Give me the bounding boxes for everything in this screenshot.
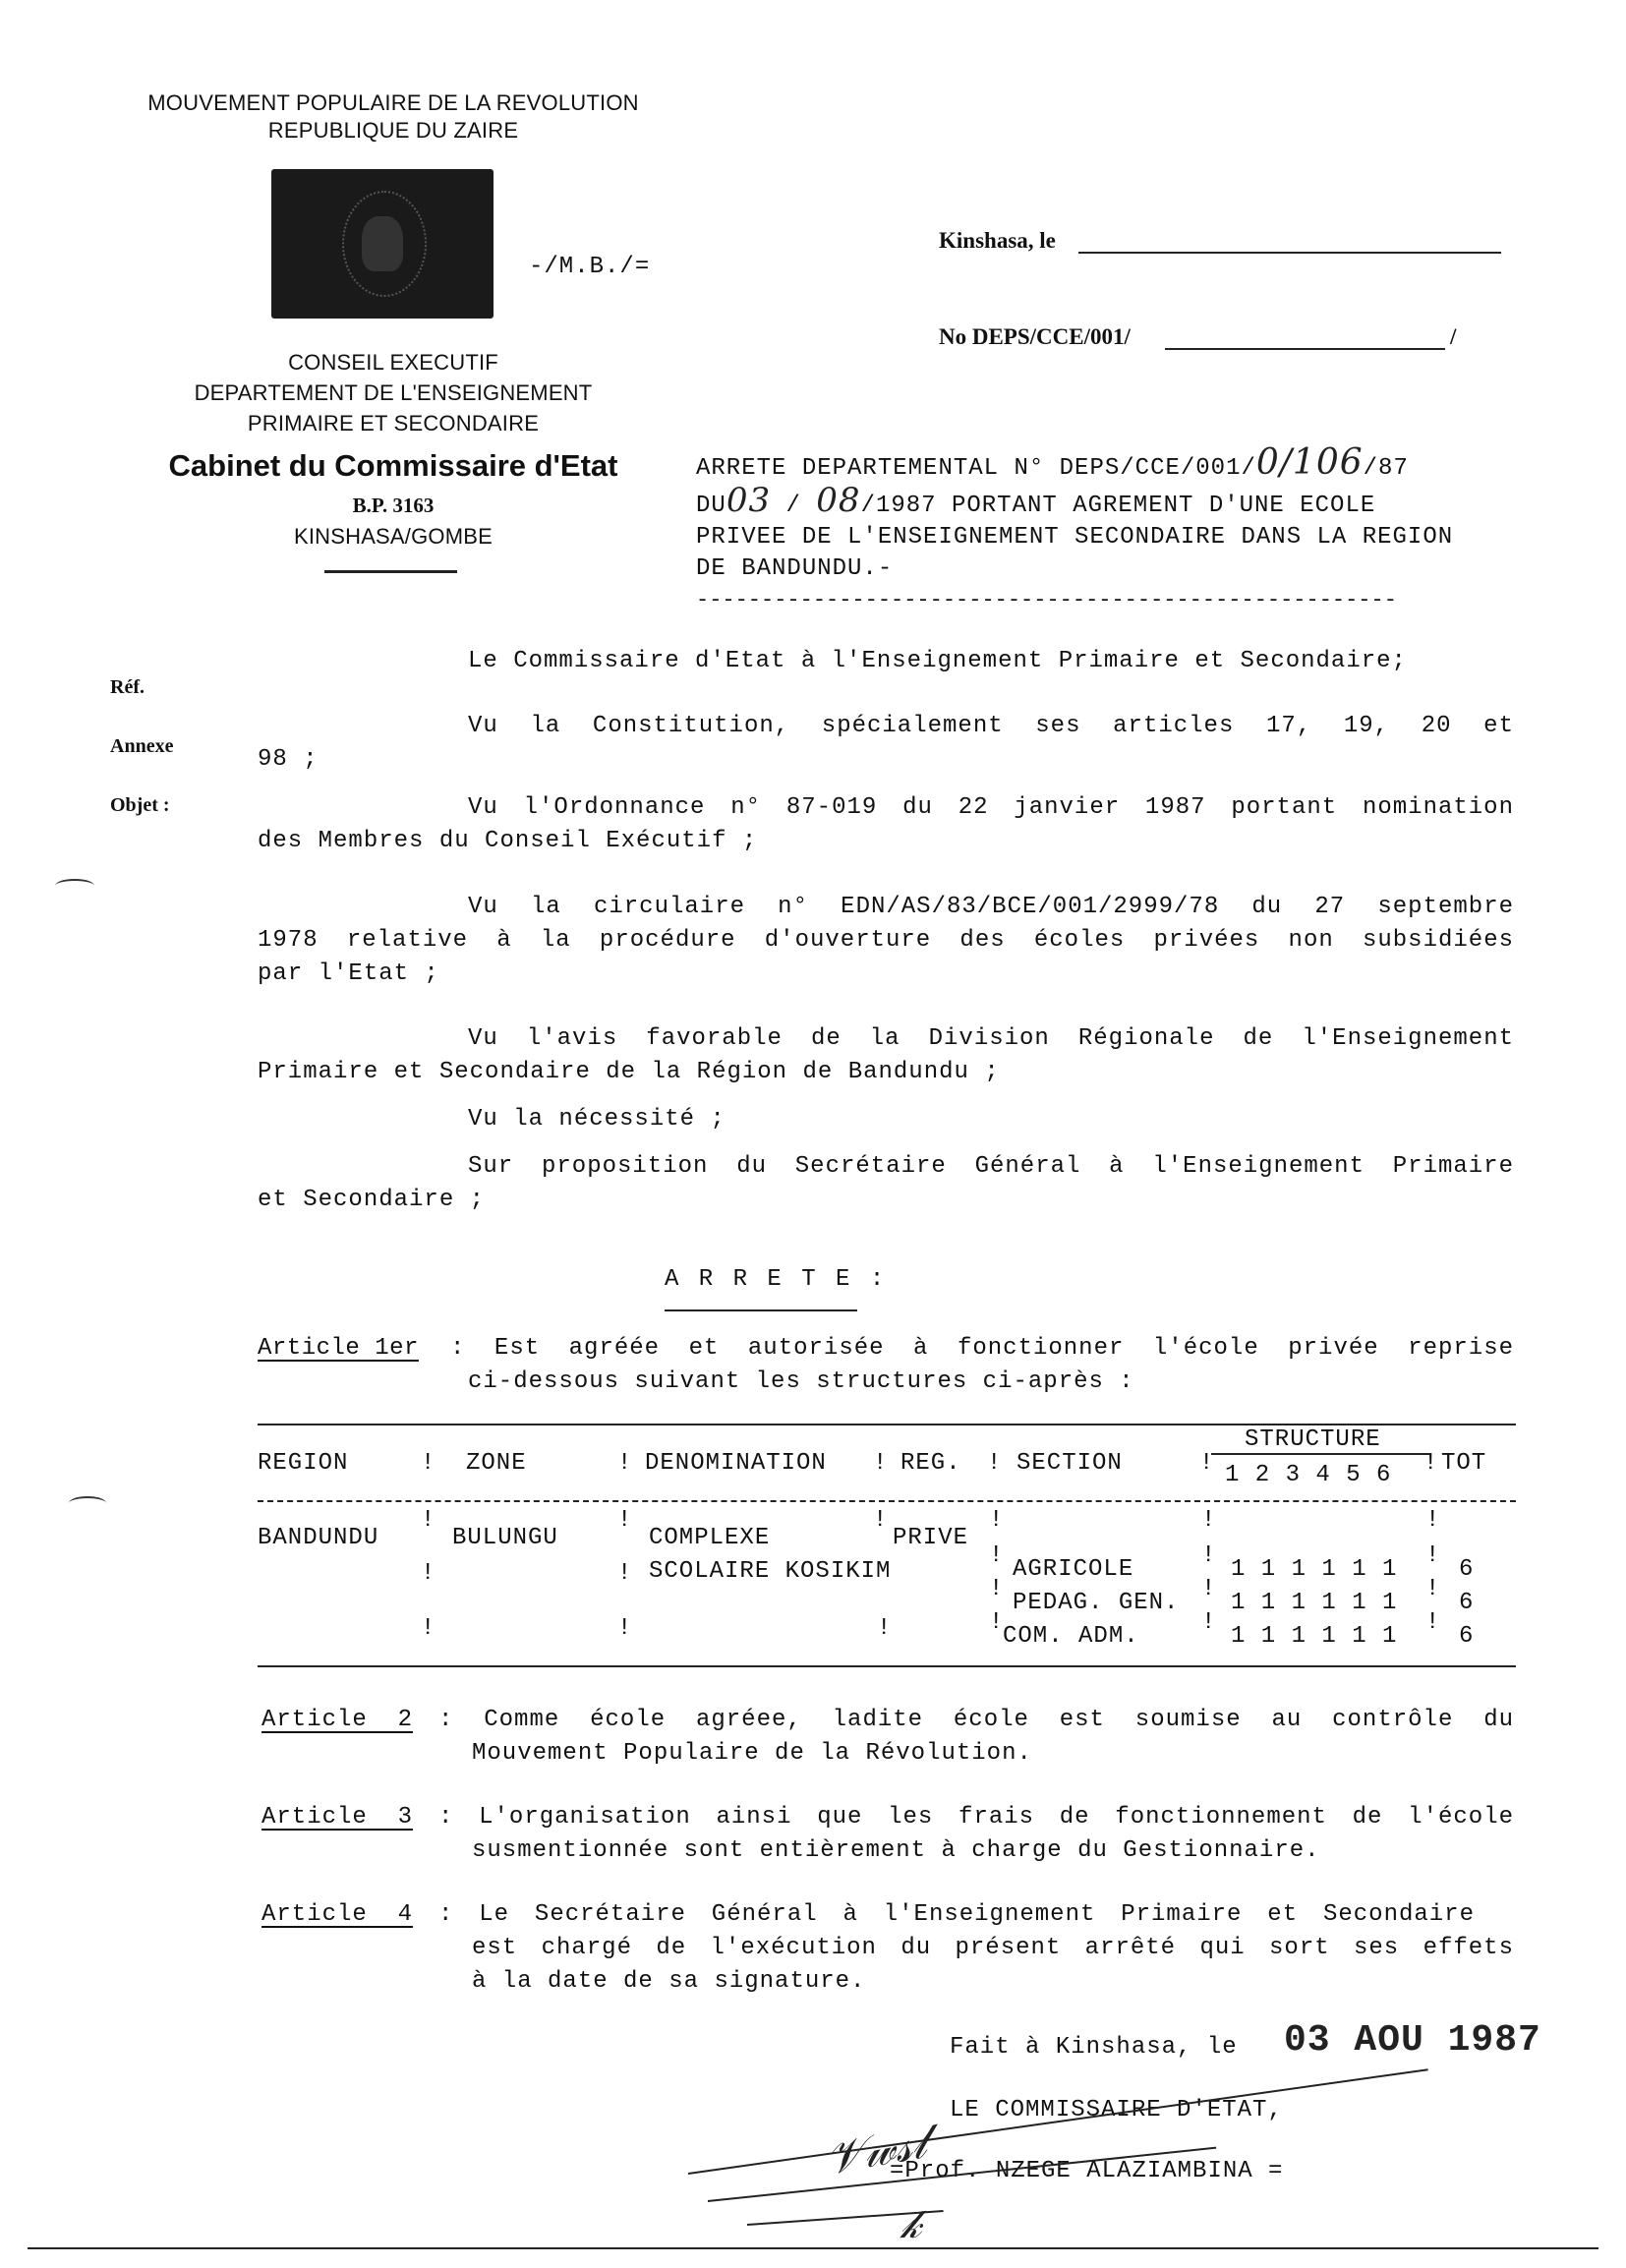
city-gombe: KINSHASA/GOMBE — [293, 524, 494, 549]
th-bang: ! — [1423, 1450, 1439, 1477]
td-bang: ! — [1201, 1609, 1217, 1636]
preamble-commissaire: Le Commissaire d'Etat à l'Enseignement Primaire et Secondaire; — [468, 648, 1407, 674]
considerant-avis-line-2: Primaire et Secondaire de la Région de Bandundu ; — [258, 1059, 1000, 1085]
article-1-line-2: ci-dessous suivant les structures ci-après : — [468, 1368, 1134, 1395]
margin-annexe: Annexe — [110, 735, 174, 757]
considerant-proposition-line-1: Sur proposition du Secrétaire Général à l'Enseignement Primaire — [468, 1153, 1514, 1180]
considerant-circulaire-line-2: 1978 relative à la procédure d'ouverture des écoles privées non subsidiées — [258, 927, 1514, 954]
margin-mark — [55, 879, 94, 893]
td-bang: ! — [617, 1560, 633, 1587]
td-bang: ! — [617, 1507, 633, 1534]
td-tot-agricole: 6 — [1459, 1556, 1475, 1583]
letterhead-divider — [324, 570, 457, 573]
td-section-pedag: PEDAG. GEN. — [1013, 1590, 1180, 1616]
considerant-constitution-line-2: 98 ; — [258, 746, 319, 773]
td-reg: PRIVE — [893, 1525, 969, 1551]
national-seal-icon — [271, 169, 494, 319]
td-bang: ! — [421, 1615, 436, 1642]
td-bang: ! — [1425, 1507, 1441, 1534]
handwritten-month: 08 — [816, 481, 861, 520]
margin-objet: Objet : — [110, 794, 170, 816]
article-3-label: Article 3 — [261, 1804, 414, 1831]
td-bang: ! — [1425, 1576, 1441, 1602]
page-bottom-rule — [28, 2247, 1598, 2249]
article-2-line-2: Mouvement Populaire de la Révolution. — [472, 1740, 1032, 1767]
th-bang: ! — [421, 1450, 436, 1477]
td-region: BANDUNDU — [258, 1525, 379, 1551]
article-4-line-2: est chargé de l'exécution du présent arrêté qui sort ses effets — [472, 1935, 1514, 1961]
td-zone: BULUNGU — [452, 1525, 558, 1551]
article-2-label: Article 2 — [261, 1707, 414, 1733]
considerant-circulaire-line-3: par l'Etat ; — [258, 960, 439, 987]
th-years: 1 2 3 4 5 6 — [1225, 1462, 1392, 1488]
table-bottom-rule — [258, 1665, 1516, 1667]
article-1-label: Article 1er — [258, 1335, 419, 1362]
th-zone: ZONE — [466, 1450, 527, 1477]
th-tot: TOT — [1441, 1450, 1487, 1477]
td-bang: ! — [873, 1507, 889, 1534]
arrete-underline — [665, 1309, 857, 1311]
date-stamp: 03 AOU 1987 — [1284, 2019, 1541, 2062]
th-bang: ! — [1199, 1450, 1215, 1477]
td-years-agricole: 1 1 1 1 1 1 — [1231, 1556, 1398, 1583]
th-bang: ! — [873, 1450, 889, 1477]
considerant-circulaire-line-1: Vu la circulaire n° EDN/AS/83/BCE/001/2999/78 du 27 septembre — [468, 894, 1514, 920]
article-4-line-1: : Le Secrétaire Général à l'Enseignement Primaire et Secondaire — [438, 1901, 1475, 1928]
commissaire-title: LE COMMISSAIRE D'ETAT, — [950, 2097, 1283, 2123]
signatory-name: =Prof. NZEGE ALAZIAMBINA = — [890, 2158, 1284, 2184]
margin-ref: Réf. — [110, 676, 145, 698]
td-bang: ! — [421, 1560, 436, 1587]
considerant-ordonnance-line-2: des Membres du Conseil Exécutif ; — [258, 828, 758, 854]
td-denomination-1: COMPLEXE — [649, 1525, 771, 1551]
postal-box: B.P. 3163 — [352, 494, 435, 517]
th-bang: ! — [987, 1450, 1003, 1477]
th-region: REGION — [258, 1450, 349, 1477]
signature-mark: 𝒱𝓌𝓈𝓁 — [821, 2115, 931, 2185]
td-years-pedag: 1 1 1 1 1 1 — [1231, 1590, 1398, 1616]
th-denomination: DENOMINATION — [645, 1450, 827, 1477]
arrete-heading: A R R E T E : — [665, 1266, 888, 1293]
article-3-line-2: susmentionnée sont entièrement à charge du Gestionnaire. — [472, 1837, 1320, 1864]
structure-underline — [1211, 1453, 1429, 1455]
considerant-constitution-line-1: Vu la Constitution, spécialement ses articles 17, 19, 20 et — [468, 713, 1514, 739]
letterhead-line-1: MOUVEMENT POPULAIRE DE LA REVOLUTION — [147, 90, 639, 115]
considerant-ordonnance-line-1: Vu l'Ordonnance n° 87-019 du 22 janvier 1987 portant nomination — [468, 794, 1514, 821]
handwritten-day: 03 — [726, 481, 772, 520]
considerant-avis-line-1: Vu l'avis favorable de la Division Régionale de l'Enseignement — [468, 1025, 1514, 1052]
signature-initial: 𝓀 — [900, 2202, 922, 2247]
considerant-proposition-line-2: et Secondaire ; — [258, 1187, 486, 1213]
article-4-label: Article 4 — [261, 1901, 414, 1928]
th-section: SECTION — [1016, 1450, 1123, 1477]
td-bang: ! — [617, 1615, 633, 1642]
td-bang: ! — [989, 1576, 1005, 1602]
kinshasa-date-label: Kinshasa, le — [939, 228, 1056, 253]
td-bang: ! — [1201, 1507, 1217, 1534]
td-bang: ! — [877, 1615, 893, 1642]
td-bang: ! — [1425, 1542, 1441, 1569]
document-number-label: No DEPS/CCE/001/ — [939, 324, 1131, 349]
table-header-rule — [258, 1500, 1516, 1502]
td-bang: ! — [421, 1507, 436, 1534]
th-reg: REG. — [900, 1450, 961, 1477]
article-2-line-1: : Comme école agréee, ladite école est soumise au contrôle du — [438, 1707, 1514, 1733]
letterhead-line-2: REPUBLIQUE DU ZAIRE — [267, 118, 519, 143]
fait-a-kinshasa: Fait à Kinshasa, le — [950, 2034, 1238, 2061]
article-1-line-1: : Est agréée et autorisée à fonctionner l'école privée reprise — [450, 1335, 1514, 1362]
dept-line-2: DEPARTEMENT DE L'ENSEIGNEMENT — [194, 380, 593, 405]
dept-line-1: CONSEIL EXECUTIF — [288, 350, 498, 375]
td-bang: ! — [1425, 1609, 1441, 1636]
td-tot-pedag: 6 — [1459, 1590, 1475, 1616]
document-number-line — [1165, 348, 1445, 350]
reference-code: -/M.B./= — [529, 254, 651, 280]
title-block: ARRETE DEPARTEMENTAL N° DEPS/CCE/001/0/106/87 DU03 / 08/1987 PORTANT AGREMENT D'UNE ECOLE PRIVEE DE L'ENSEIGNEMENT SECONDAIRE DANS LA REGION DE BANDUNDU.- ------------------------------------------------------ — [696, 447, 1532, 616]
kinshasa-date-line — [1078, 252, 1501, 254]
td-denomination-2: SCOLAIRE KOSIKIM — [649, 1558, 892, 1585]
handwritten-decree-number: 0/106 — [1255, 442, 1364, 483]
article-4-line-3: à la date de sa signature. — [472, 1968, 866, 1995]
td-years-com-adm: 1 1 1 1 1 1 — [1231, 1623, 1398, 1650]
th-structure: STRUCTURE — [1245, 1426, 1381, 1453]
considerant-necessite: Vu la nécessité ; — [468, 1106, 726, 1133]
td-bang: ! — [989, 1609, 1005, 1636]
dept-line-3: PRIMAIRE ET SECONDAIRE — [247, 411, 540, 436]
th-bang: ! — [617, 1450, 633, 1477]
article-3-line-1: : L'organisation ainsi que les frais de fonctionnement de l'école — [438, 1804, 1514, 1831]
title-rule: ------------------------------------------------------ — [696, 588, 1397, 612]
td-bang: ! — [1201, 1542, 1217, 1569]
td-section-agricole: AGRICOLE — [1013, 1556, 1134, 1583]
cabinet-title: Cabinet du Commissaire d'Etat — [168, 448, 618, 483]
td-bang: ! — [1201, 1576, 1217, 1602]
td-section-com-adm: COM. ADM. — [1003, 1623, 1139, 1650]
td-tot-com-adm: 6 — [1459, 1623, 1475, 1650]
td-bang: ! — [989, 1542, 1005, 1569]
document-number-suffix: / — [1450, 324, 1457, 349]
td-bang: ! — [989, 1507, 1005, 1534]
margin-mark — [69, 1496, 106, 1510]
